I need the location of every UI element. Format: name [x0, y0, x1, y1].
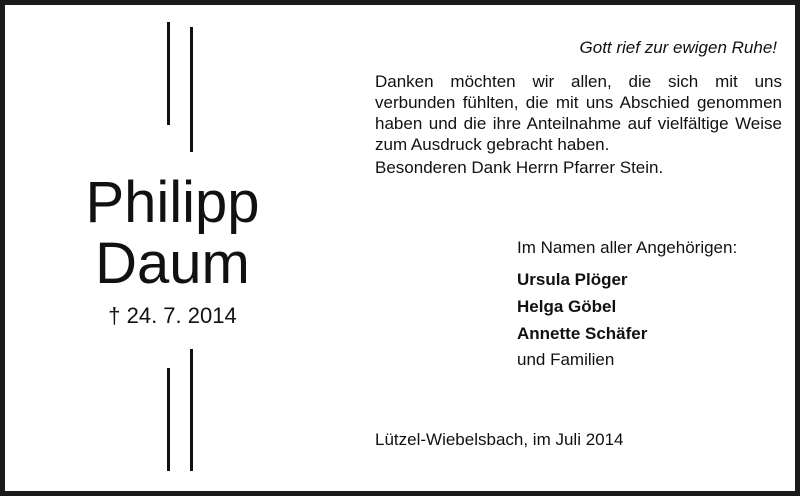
relatives-intro: Im Namen aller Angehörigen: [517, 238, 738, 257]
motto: Gott rief zur ewigen Ruhe! [579, 38, 777, 57]
special-thanks: Besonderen Dank Herrn Pfarrer Stein. [375, 158, 664, 177]
bottom-left-line [167, 368, 170, 471]
deceased-first-name: Philipp [85, 170, 260, 235]
relative-name: Annette Schäfer [517, 324, 648, 343]
relative-name: Helga Göbel [517, 297, 617, 316]
deceased-last-name: Daum [95, 231, 250, 296]
bottom-right-line [190, 349, 193, 471]
place-and-date: Lützel-Wiebelsbach, im Juli 2014 [375, 430, 624, 449]
death-date: † 24. 7. 2014 [108, 303, 237, 328]
families-line: und Familien [517, 350, 615, 369]
top-left-line [167, 22, 170, 125]
thanks-paragraph: Danken möchten wir allen, die sich mit uns verbunden fühlten, die mit uns Abschied genommen haben und die ihre Anteilnahme auf vielfältige Weise zum Ausdruck gebracht haben. [375, 72, 782, 154]
relative-name: Ursula Plöger [517, 270, 628, 289]
top-right-line [190, 27, 193, 152]
